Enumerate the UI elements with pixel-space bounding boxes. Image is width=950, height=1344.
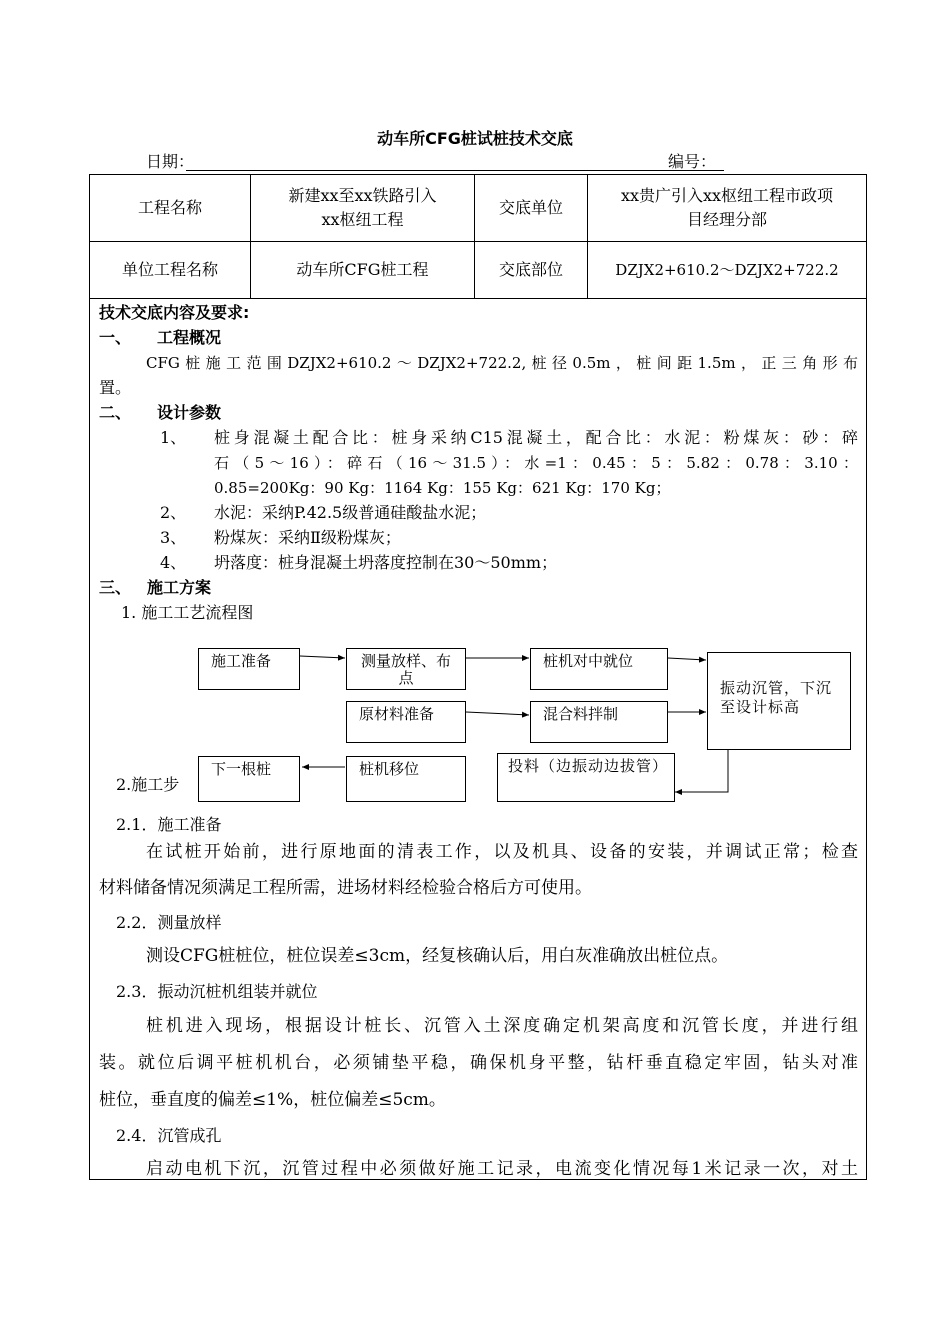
paragraph-line: CFG桩施工范围DZJX2+610.2～DZJX2+722.2,桩径0.5m，桩间距1.5m，正三角形布 bbox=[146, 354, 858, 372]
list-number: 1、 bbox=[160, 428, 187, 447]
paragraph-line: 置。 bbox=[99, 378, 132, 397]
header-underline bbox=[186, 170, 724, 171]
unit-project-label: 单位工程名称 bbox=[121, 260, 218, 279]
section-number: 三、 bbox=[99, 578, 132, 597]
project-name-line: xx枢纽工程 bbox=[321, 210, 404, 229]
paragraph-line: 桩机进入现场，根据设计桩长、沉管入土深度确定机架高度和沉管长度，并进行组 bbox=[146, 1016, 858, 1036]
flow-box-next: 下一根桩 bbox=[198, 756, 300, 802]
date-label: 日期： bbox=[146, 152, 195, 171]
flow-box-prep: 施工准备 bbox=[198, 648, 300, 690]
flow-box-sink: 振动沉管，下沉至设计标高 bbox=[707, 652, 851, 750]
list-number: 2、 bbox=[160, 503, 187, 522]
list-line: 石（5～16）：碎石（16～31.5）：水=1：0.45：5：5.82：0.78：3.10： bbox=[214, 454, 858, 472]
content-heading: 技术交底内容及要求: bbox=[99, 303, 250, 322]
issuer-value bbox=[588, 175, 866, 241]
paragraph-line: 启动电机下沉，沉管过程中必须做好施工记录，电流变化情况每1米记录一次，对土 bbox=[146, 1159, 858, 1179]
unit-project-value: 动车所CFG桩工程 bbox=[296, 260, 429, 279]
paragraph-line: 桩位，垂直度的偏差≤1%，桩位偏差≤5cm。 bbox=[99, 1090, 446, 1110]
section-title: 设计参数 bbox=[157, 403, 222, 422]
project-name-line: 新建xx至xx铁路引入 bbox=[288, 186, 437, 205]
flow-box-survey: 测量放样、布点 bbox=[346, 648, 466, 690]
location-label: 交底部位 bbox=[498, 260, 563, 279]
flow-box-material: 原材料准备 bbox=[346, 701, 466, 743]
paragraph-line: 材料储备情况须满足工程所需，进场材料经检验合格后方可使用。 bbox=[99, 878, 592, 898]
number-label: 编号： bbox=[668, 152, 717, 171]
step-title: 2.4．沉管成孔 bbox=[116, 1126, 222, 1145]
location-value: DZJX2+610.2～DZJX2+722.2 bbox=[615, 261, 839, 279]
flow-heading: 1. 施工工艺流程图 bbox=[121, 603, 254, 622]
paragraph-line: 测设CFG桩桩位，桩位误差≤3cm，经复核确认后，用白灰准确放出桩位点。 bbox=[146, 946, 729, 966]
document-title: 动车所CFG桩试桩技术交底 bbox=[377, 129, 573, 148]
flow-box-mix: 混合料拌制 bbox=[530, 701, 668, 743]
project-name-value bbox=[251, 175, 474, 241]
table-divider bbox=[89, 298, 867, 299]
steps-heading: 2.施工步 bbox=[116, 775, 180, 794]
list-number: 4、 bbox=[160, 553, 187, 572]
issuer-line: xx贵广引入xx枢纽工程市政项 bbox=[620, 186, 834, 205]
flow-box-pour: 投料（边振动边拔管） bbox=[497, 753, 675, 802]
list-number: 3、 bbox=[160, 528, 187, 547]
section-title: 施工方案 bbox=[147, 578, 212, 597]
list-line: 桩身混凝土配合比：桩身采纳C15混凝土，配合比：水泥：粉煤灰：砂：碎 bbox=[214, 428, 858, 447]
paragraph-line: 在试桩开始前，进行原地面的清表工作，以及机具、设备的安装，并调试正常；检查 bbox=[146, 842, 858, 862]
issuer-label: 交底单位 bbox=[498, 198, 563, 217]
list-line: 粉煤灰：采纳Ⅱ级粉煤灰； bbox=[214, 528, 401, 547]
step-title: 2.3．振动沉桩机组装并就位 bbox=[116, 982, 318, 1001]
paragraph-line: 装。就位后调平桩机机台，必须铺垫平稳，确保机身平整，钻杆垂直稳定牢固，钻头对准 bbox=[99, 1053, 858, 1073]
issuer-line: 目经理分部 bbox=[686, 210, 767, 229]
section-title: 工程概况 bbox=[157, 328, 222, 347]
step-title: 2.1．施工准备 bbox=[116, 815, 222, 834]
list-line: 坍落度：桩身混凝土坍落度控制在30～50mm； bbox=[214, 553, 558, 572]
project-name-label: 工程名称 bbox=[137, 198, 202, 217]
step-title: 2.2．测量放样 bbox=[116, 913, 222, 932]
list-line: 水泥：采纳P.42.5级普通硅酸盐水泥； bbox=[214, 503, 487, 522]
flow-box-move: 桩机移位 bbox=[346, 756, 466, 802]
list-line: 0.85=200Kg：90 Kg：1164 Kg：155 Kg：621 Kg：170 Kg； bbox=[214, 479, 671, 497]
flow-box-align: 桩机对中就位 bbox=[530, 648, 668, 690]
section-number: 二、 bbox=[99, 403, 132, 422]
section-number: 一、 bbox=[99, 328, 132, 347]
